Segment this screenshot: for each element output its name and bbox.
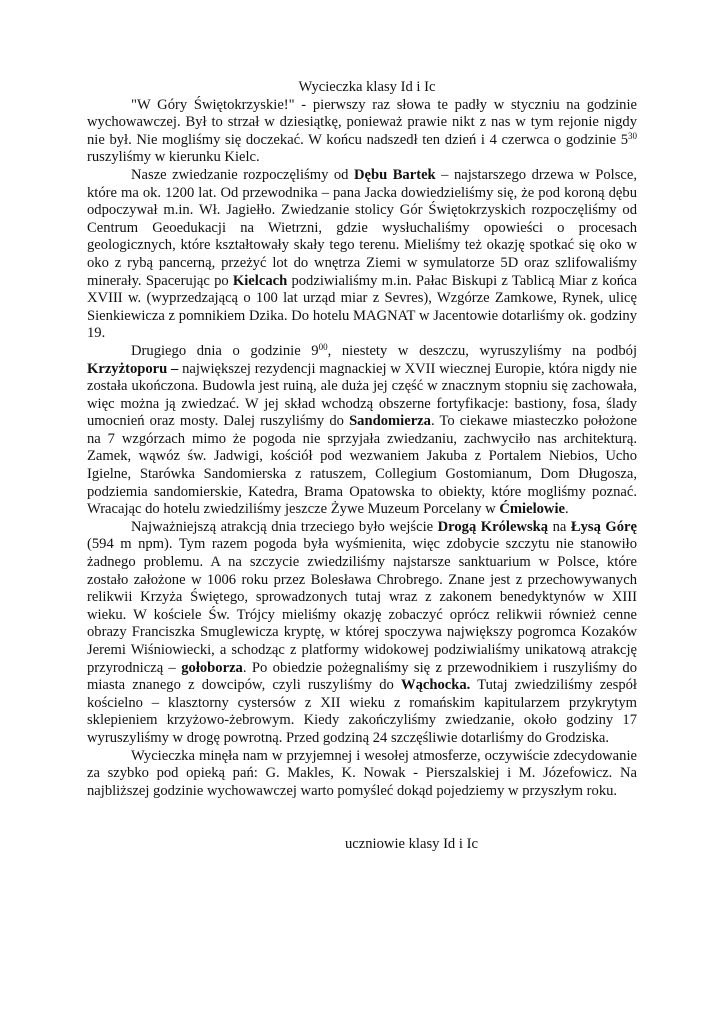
time-superscript: 00 — [318, 341, 328, 352]
paragraph-closing: Wycieczka minęła nam w przyjemnej i wesołej atmosferze, oczywiście zdecydowanie za szybko pod opieką pań: G. Makles, K. Nowak - Pierszalskiej i M. Józefowicz. Na najbliższej godzinie wychowawczej warto pomyśleć dokąd pojedziemy w przyszłym roku. — [87, 747, 637, 799]
signature: uczniowie klasy Id i Ic — [345, 836, 478, 853]
bold-place-name: Sandomierza — [349, 413, 431, 430]
paragraph-text: Drugiego dnia o godzinie 9 — [131, 342, 319, 359]
bold-place-name: Dębu Bartek — [353, 166, 436, 183]
time-superscript: 30 — [628, 130, 637, 141]
paragraph-text: na — [548, 518, 571, 535]
paragraph-text: ruszyliśmy w kierunku Kielc. — [87, 149, 260, 166]
paragraph-intro — [87, 97, 637, 167]
bold-place-name: Ćmielowie — [499, 501, 565, 518]
bold-place-name: Wąchocka. — [400, 677, 471, 694]
bold-place-name: Kielcach — [232, 272, 288, 289]
bold-place-name: Drogą Królewską — [437, 518, 549, 535]
paragraph-text: Nasze zwiedzanie rozpoczęliśmy od — [131, 166, 354, 183]
paragraph-text: . Po obiedzie pożegnaliśmy się z przewodnikiem i ruszyliśmy do miasta znanego z dowcipów, czyli ruszyliśmy do — [87, 659, 638, 694]
document-title: Wycieczka klasy Id i Ic — [298, 79, 436, 95]
paragraph-text: (594 m npm). Tym razem pogoda była wyśmienita, więc zdobycie szczytu nie stanowiło żadnego problemu. A na szczycie zwiedziliśmy najstarsze sanktuarium w Polsce, które zostało założone w 1006 roku przez Bolesława Chrobrego. Znane jest z przechowywanych relikwii Krzyża Świętego, sprowadzonych tutaj wraz z zakonem benedyktynów w XIII wieku. W kościele Św. Trójcy mieliśmy okazję zobaczyć oprócz relikwii również cenne obrazy Franciszka Smuglewicza kryptę, w której spoczywa największy pogromca Kozaków Jeremi Wiśniowiecki, a schodząc z platformy widokowej podziwialiśmy unikatową atrakcję przyrodniczą – — [87, 536, 637, 676]
document-page — [87, 79, 637, 854]
bold-place-name: Łysą Górę — [570, 518, 637, 535]
paragraph-text: . — [565, 501, 569, 518]
paragraph-text: Najważniejszą atrakcją dnia trzeciego było wejście — [131, 518, 438, 535]
paragraph-text: – najstarszego drzewa w Polsce, które ma ok. 1200 lat. Od przewodnika – pana Jacka dowiedzieliśmy się, że pod koroną dębu odpoczywał m.in. Wł. Jagiełło. Zwiedzanie stolicy Gór Świętokrzyskich rozpoczęliśmy od Centrum Geoedukacji na Wietrzni, gdzie wysłuchaliśmy opowieści o procesach geologicznych, które kształtowały skały tego terenu. Mieliśmy też okazję spotkać się oko w oko z rybą pancerną, przeżyć lot do wnętrza Ziemi w symulatorze 5D oraz szlifowaliśmy minerały. Spacerując po — [87, 166, 637, 289]
paragraph-day-three — [87, 519, 637, 748]
paragraph-text: , niestety w deszczu, wyruszyliśmy na podbój — [327, 342, 637, 359]
paragraph-text: podziwialiśmy m.in. Pałac Biskupi z Tablicą Miar z końca XVIII w. (wyprzedzającą o 100 lat urząd miar z Sevres), Wzgórze Zamkowe, Rynek, ulicę Sienkiewicza z pomnikiem Dzika. Do hotelu MAGNAT w Jacentowie dotarliśmy ok. godziny 19. — [87, 272, 637, 342]
paragraph-day-two — [87, 343, 637, 519]
paragraph-text: Tutaj zwiedziliśmy zespół kościelno – klasztorny cystersów z XII wieku z romańskim kapitularzem przykrytym sklepieniem krzyżowo-żebrowym. Kiedy zakończyliśmy zwiedzanie, około godziny 17 wyruszyliśmy w drogę powrotną. Przed godziną 24 szczęśliwie dotarliśmy do Grodziska. — [87, 677, 637, 746]
paragraph-text: . To ciekawe miasteczko położone na 7 wzgórzach mimo że pogoda nie sprzyjała zwiedzaniu, zachwyciło nas architekturą. Zamek, wąwóz św. Jadwigi, kościół pod wezwaniem Jakuba z Portalem Niebios, Ucho Igielne, Starówka Sandomierska z ratuszem, Collegium Gostomianum, Dom Długosza, podziemia sandomierskie, Katedra, Brama Opatowska to obiekty, które mogliśmy poznać. Wracając do hotelu zwiedziliśmy jeszcze Żywe Muzeum Porcelany w — [87, 413, 637, 518]
bold-place-name: Krzyżtoporu – — [87, 360, 179, 377]
paragraph-text: "W Góry Świętokrzyskie!" - pierwszy raz słowa te padły w styczniu na godzinie wychowawczej. Był to strzał w dziesiątkę, ponieważ prawie nikt z nas w tym rejonie nigdy nie był. Nie mogliśmy się doczekać. W końcu nadszedł ten dzień i 4 czerwca o godzinie 5 — [87, 96, 637, 148]
paragraph-day-one — [87, 167, 637, 343]
bold-place-name: gołoborza — [181, 659, 243, 676]
paragraph-text: największej rezydencji magnackiej w XVII wiecznej Europie, która nigdy nie została ukończona. Budowla jest ruiną, ale duża jej część w znacznym stopniu się zachowała, więc można ją zwiedzać. W jej skład wchodzą obszerne fortyfikacje: bastiony, fosa, ślady umocnień oraz mosty. Dalej ruszyliśmy do — [87, 360, 637, 430]
